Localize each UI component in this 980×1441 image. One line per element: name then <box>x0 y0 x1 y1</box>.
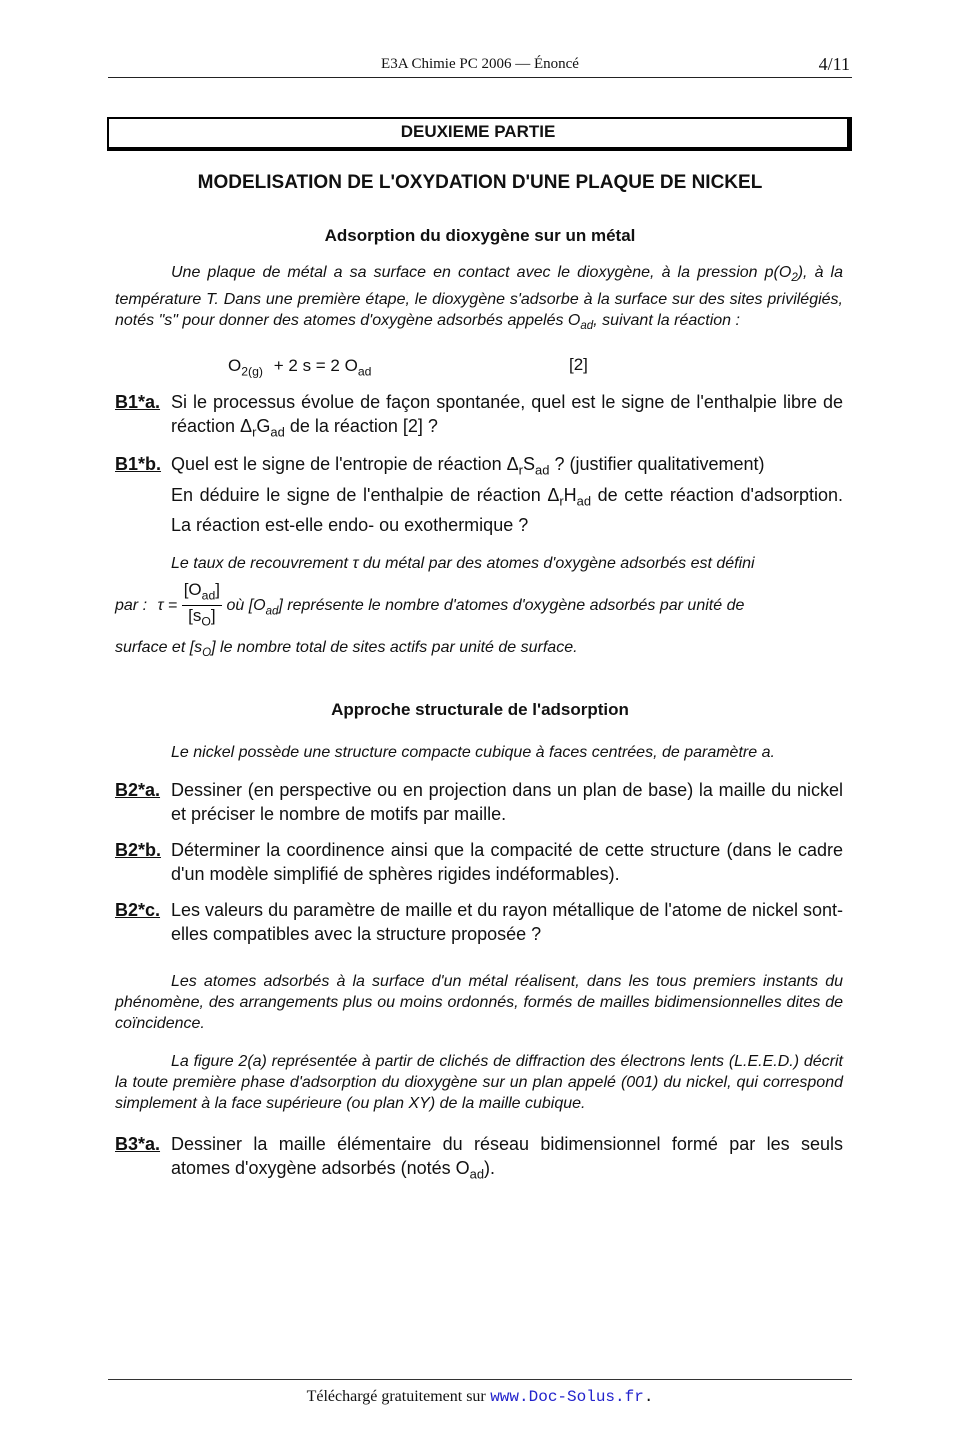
question-B2b <box>115 838 843 886</box>
section-title-structure: Approche structurale de l'adsorption <box>331 700 629 719</box>
leed-paragraph: La figure 2(a) représentée à partir de clichés de diffraction des électrons lents (L.E.E.D.) décrit la toute première phase d'adsorption du dioxygène sur un plan appelé (001) du nickel, qui correspond simplement à la face supérieure (ou plan XY) de la maille cubique. <box>115 1053 843 1112</box>
nickel-structure-intro: Le nickel possède une structure compacte cubique à faces centrées, de paramètre a. <box>171 744 775 761</box>
equation-tag: [2] <box>569 355 588 374</box>
tau-definition-line3: surface et $[s_O]$ le nombre total de sites actifs par unité de surface. <box>115 639 578 660</box>
footer-text: Téléchargé gratuitement sur <box>306 1388 486 1405</box>
question-label: B1*a. <box>115 392 161 412</box>
question-text: Dessiner (en perspective ou en projection dans un plan de base) la maille du nickel et préciser le nombre de motifs par maille. <box>171 780 843 824</box>
footer-suffix: . <box>643 1388 654 1406</box>
question-text: Quel est le signe de l'entropie de réaction $\Delta_rS_{ad}$ ? (justifier qualitativement) En déduire le signe de l'enthalpie de réaction $\Delta_rH_{ad}$ de cette réaction d'adsorption. La réaction est-elle endo- ou exothermique ? <box>171 454 843 536</box>
question-B2a <box>115 778 843 826</box>
question-label: B2*b. <box>115 840 162 860</box>
tau-definition-line2: par : τ = $\frac{[O_{ad}]}{[s_O]}$ où $[O_{ad}]$ représente le nombre d'atomes d'oxygène adsorbés par unité de <box>115 580 843 632</box>
header-title: E3A Chimie PC 2006 — Énoncé <box>381 56 579 72</box>
part-label: DEUXIEME PARTIE <box>400 122 556 141</box>
footer-link[interactable]: www.Doc-Solus.fr <box>490 1388 644 1406</box>
header-rule <box>108 77 852 78</box>
question-label: B1*b. <box>115 454 162 474</box>
reaction-equation: $O_{2(g)} + 2$ s = 2 $O_{ad}$ <box>228 356 372 379</box>
question-label: B3*a. <box>115 1134 161 1154</box>
intro-paragraph: Une plaque de métal a sa surface en contact avec le dioxygène, à la pression $p(O_2)$, à la température T. Dans une première étape, le dioxygène s'adsorbe à la surface sur des sites privilégiés, notés "s" pour donner des atomes d'oxygène adsorbés appelés $O_{ad}$, suivant la réaction : <box>115 264 844 333</box>
footer-rule <box>108 1379 852 1380</box>
fraction-numerator: $[O_{ad}]$ <box>182 580 222 606</box>
page-number: 4/11 <box>818 54 850 74</box>
question-label: B2*a. <box>115 780 161 800</box>
question-text: Si le processus évolue de façon spontanée, quel est le signe de l'enthalpie libre de réaction $\Delta_rG_{ad}$ de la réaction [2] ? <box>171 392 843 440</box>
coincidence-paragraph: Les atomes adsorbés à la surface d'un métal réalisent, dans les tous premiers instants du phénomène, des arrangements plus ou moins ordonnés, formés de mailles bidimensionnelles dites de coïncidence. <box>115 973 843 1032</box>
question-text: Déterminer la coordinence ainsi que la compacité de cette structure (dans le cadre d'un modèle simplifié de sphères rigides indéformables). <box>171 840 843 884</box>
question-B1a <box>115 390 843 445</box>
tau-definition-line1: Le taux de recouvrement τ du métal par des atomes d'oxygène adsorbés est défini <box>171 555 755 572</box>
section-title-adsorption: Adsorption du dioxygène sur un métal <box>324 226 636 245</box>
footer <box>0 1388 960 1406</box>
question-text: Dessiner la maille élémentaire du réseau bidimensionnel formé par les seuls atomes d'oxygène adsorbés (notés $O_{ad}$). <box>171 1134 843 1182</box>
fraction-denominator: $[s_O]$ <box>188 606 216 629</box>
question-text: Les valeurs du paramètre de maille et du rayon métallique de l'atome de nickel sont-elles compatibles avec la structure proposée ? <box>171 900 843 944</box>
question-B2c <box>115 898 843 946</box>
part-box <box>107 117 852 151</box>
question-B3a <box>115 1132 843 1187</box>
question-B1b <box>115 452 843 537</box>
question-label: B2*c. <box>115 900 161 920</box>
tau-fraction <box>182 580 222 632</box>
main-title: MODELISATION DE L'OXYDATION D'UNE PLAQUE DE NICKEL <box>197 172 763 193</box>
